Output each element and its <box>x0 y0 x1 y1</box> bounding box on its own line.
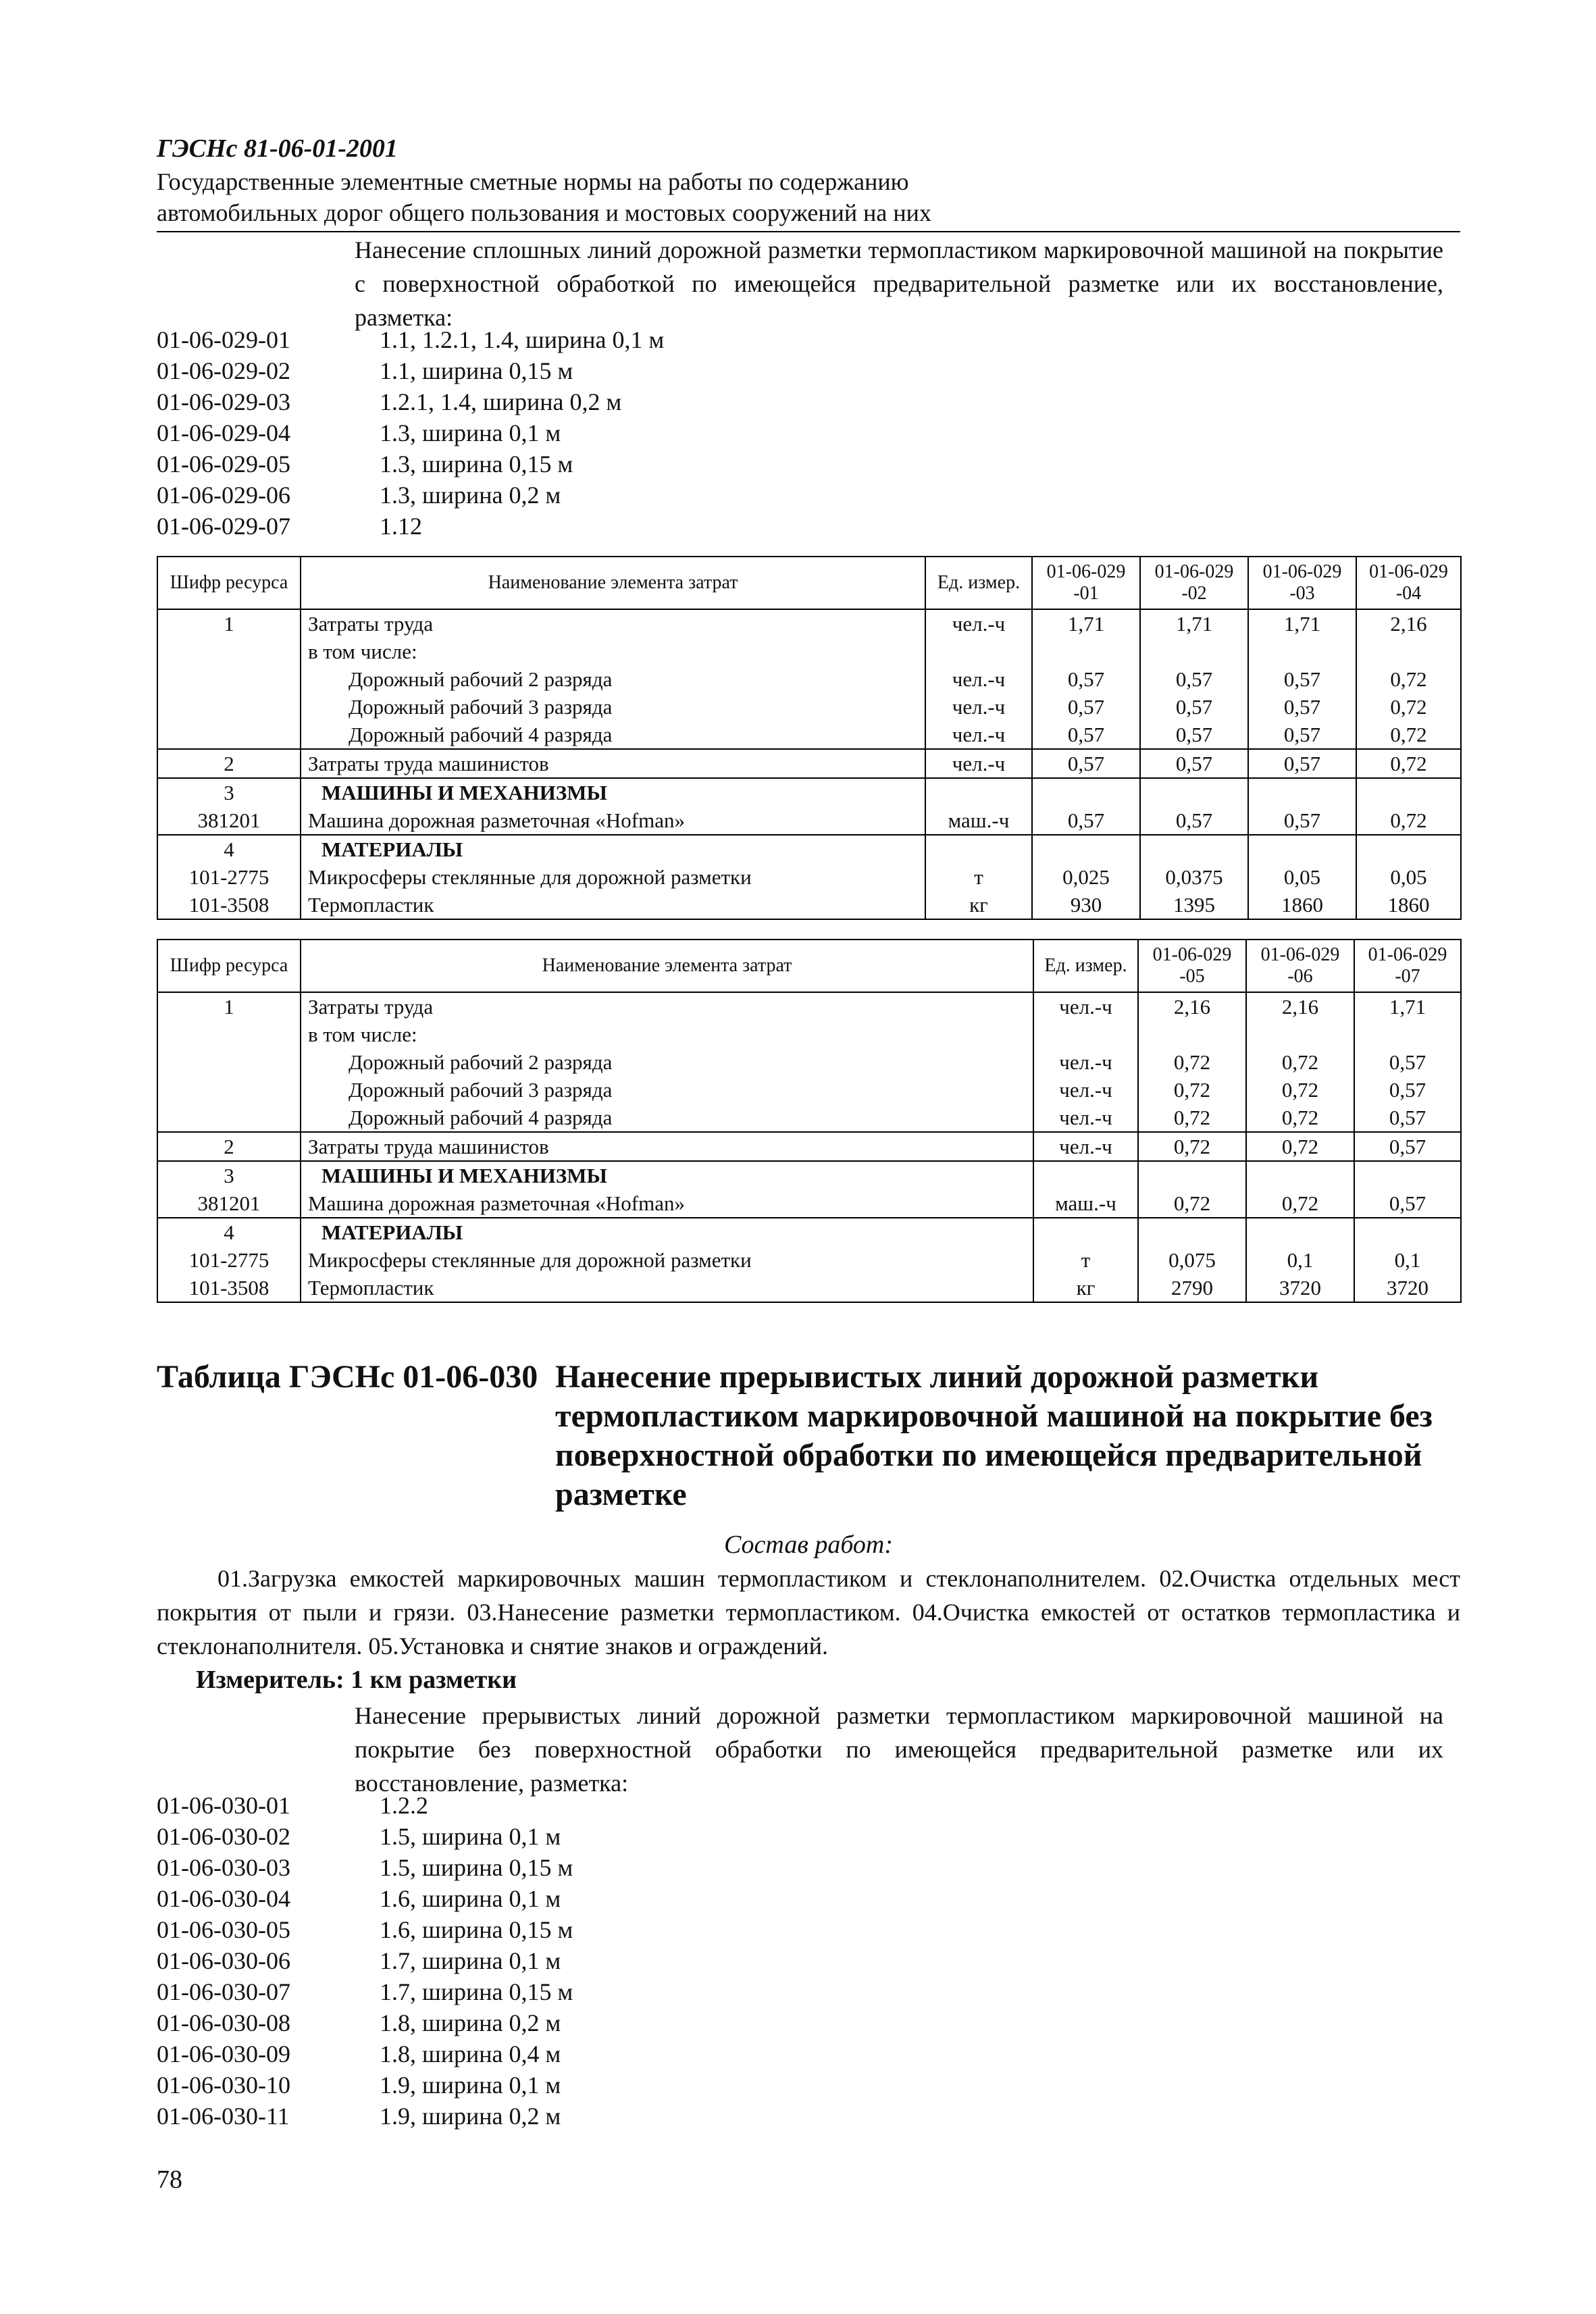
norm-value: 0,05 <box>1248 863 1356 891</box>
unit <box>925 835 1032 863</box>
cost-element-name: Затраты труда машинистов <box>301 749 925 778</box>
norm-value: 0,72 <box>1138 1104 1246 1132</box>
norm-value: 0,57 <box>1140 749 1248 778</box>
table-row <box>157 665 1461 693</box>
cost-element-name: Микросферы стеклянные для дорожной разметки <box>301 863 925 891</box>
norm-code: 01-06-029-05 <box>157 451 290 478</box>
header-unit: Ед. измер. <box>1033 940 1138 992</box>
norm-description: 1.7, ширина 0,15 м <box>380 1978 573 2005</box>
norm-code: 01-06-029-03 <box>157 388 290 415</box>
table-030-title <box>157 1358 1474 1514</box>
norm-code: 01-06-029-04 <box>157 419 290 446</box>
norm-value <box>1032 778 1140 806</box>
norm-value: 0,57 <box>1248 693 1356 721</box>
table-row <box>157 721 1461 749</box>
norm-value: 2,16 <box>1356 609 1461 638</box>
unit <box>925 778 1032 806</box>
cost-element-name: Машина дорожная разметочная «Hofman» <box>301 806 925 835</box>
header-norm-code: 01-06-029-06 <box>1246 940 1354 992</box>
norm-value: 0,57 <box>1354 1189 1461 1218</box>
header-norm-code: 01-06-029-02 <box>1140 557 1248 609</box>
resource-code: 101-3508 <box>157 1274 301 1302</box>
norm-value: 0,57 <box>1032 806 1140 835</box>
cost-element-name: Затраты труда <box>301 992 1033 1021</box>
norm-description: 1.7, ширина 0,1 м <box>380 1947 561 1974</box>
norm-value: 0,1 <box>1354 1246 1461 1274</box>
norm-value <box>1354 1218 1461 1246</box>
header-norm-code: 01-06-029-04 <box>1356 557 1461 609</box>
resource-code: 2 <box>157 749 301 778</box>
norm-code: 01-06-030-08 <box>157 2009 290 2036</box>
norm-value: 2,16 <box>1138 992 1246 1021</box>
resource-code <box>157 1076 301 1104</box>
norm-value: 0,72 <box>1356 665 1461 693</box>
cost-element-name: в том числе: <box>301 638 925 665</box>
norm-value: 0,57 <box>1032 749 1140 778</box>
unit <box>925 638 1032 665</box>
work-composition-text: 01.Загрузка емкостей маркировочных машин термопластиком и стеклонаполнителем. 02.Очистка отдельных мест покрытия от пыли и грязи. 03.Нанесение разметки термопластиком. 04.Очистка емкостей от остатков термопластика и стеклонаполнителя. 05.Установка и снятие знаков и ограждений. <box>157 1565 1460 1660</box>
measure-unit: Измеритель: 1 км разметки <box>196 1666 517 1694</box>
norm-code: 01-06-030-01 <box>157 1792 290 1819</box>
norm-code: 01-06-030-03 <box>157 1854 290 1881</box>
norm-description: 1.9, ширина 0,1 м <box>380 2072 561 2099</box>
header-cost-element: Наименование элемента затрат <box>301 557 925 609</box>
cost-element-name: Затраты труда <box>301 609 925 638</box>
norm-value: 0,57 <box>1248 721 1356 749</box>
resource-code: 4 <box>157 835 301 863</box>
norm-value: 3720 <box>1246 1274 1354 1302</box>
norm-value <box>1354 1021 1461 1048</box>
norm-value: 0,05 <box>1356 863 1461 891</box>
norm-value: 0,57 <box>1032 693 1140 721</box>
norm-value: 1,71 <box>1140 609 1248 638</box>
norm-code: 01-06-030-09 <box>157 2040 290 2067</box>
cost-element-name: Машина дорожная разметочная «Hofman» <box>301 1189 1033 1218</box>
norm-value <box>1138 1021 1246 1048</box>
resource-code <box>157 665 301 693</box>
norm-description: 1.5, ширина 0,1 м <box>380 1823 561 1850</box>
norm-description: 1.1, ширина 0,15 м <box>380 357 573 384</box>
norm-value: 0,72 <box>1246 1132 1354 1161</box>
norm-value: 0,72 <box>1246 1076 1354 1104</box>
norm-value: 0,72 <box>1138 1132 1246 1161</box>
document-code: ГЭСНс 81-06-01-2001 <box>157 134 398 163</box>
norm-value: 0,57 <box>1354 1104 1461 1132</box>
norm-value: 2790 <box>1138 1274 1246 1302</box>
table-row <box>157 806 1461 835</box>
norm-value <box>1140 835 1248 863</box>
table-row <box>157 693 1461 721</box>
norm-description: 1.3, ширина 0,2 м <box>380 482 561 509</box>
resource-code: 1 <box>157 609 301 638</box>
norm-value <box>1032 835 1140 863</box>
table-row <box>157 1274 1461 1302</box>
unit: чел.-ч <box>925 609 1032 638</box>
norms-table-029-01-04 <box>157 556 1462 920</box>
header-cost-element: Наименование элемента затрат <box>301 940 1033 992</box>
resource-code <box>157 1104 301 1132</box>
norm-value: 1,71 <box>1354 992 1461 1021</box>
norm-value <box>1356 778 1461 806</box>
cost-element-name: МАТЕРИАЛЫ <box>301 1218 1033 1246</box>
resource-code: 381201 <box>157 806 301 835</box>
header-divider <box>157 231 1460 232</box>
norm-value: 0,57 <box>1354 1076 1461 1104</box>
header-resource-code: Шифр ресурса <box>157 557 301 609</box>
norm-code: 01-06-029-07 <box>157 513 290 540</box>
norm-value: 0,57 <box>1354 1132 1461 1161</box>
norm-description: 1.3, ширина 0,1 м <box>380 419 561 446</box>
norm-code: 01-06-030-05 <box>157 1916 290 1943</box>
norm-value: 0,57 <box>1248 806 1356 835</box>
norm-value: 0,72 <box>1246 1189 1354 1218</box>
norm-code: 01-06-029-01 <box>157 326 290 353</box>
norm-value <box>1356 835 1461 863</box>
resource-code: 3 <box>157 778 301 806</box>
header-unit: Ед. измер. <box>925 557 1032 609</box>
resource-code: 4 <box>157 1218 301 1246</box>
unit: маш.-ч <box>925 806 1032 835</box>
cost-element-name: МАШИНЫ И МЕХАНИЗМЫ <box>301 778 925 806</box>
unit <box>1033 1161 1138 1189</box>
header-norm-code: 01-06-029-03 <box>1248 557 1356 609</box>
norm-value: 0,1 <box>1246 1246 1354 1274</box>
norm-value: 0,72 <box>1246 1104 1354 1132</box>
norm-description: 1.8, ширина 0,2 м <box>380 2009 561 2036</box>
resource-code: 1 <box>157 992 301 1021</box>
norm-description: 1.2.2 <box>380 1792 428 1819</box>
norm-value: 0,57 <box>1354 1048 1461 1076</box>
norm-description: 1.12 <box>380 513 422 540</box>
cost-element-name: Дорожный рабочий 4 разряда <box>301 1104 1033 1132</box>
unit: чел.-ч <box>1033 1132 1138 1161</box>
norm-value <box>1140 638 1248 665</box>
unit: кг <box>1033 1274 1138 1302</box>
norm-description: 1.6, ширина 0,1 м <box>380 1885 561 1912</box>
cost-element-name: Микросферы стеклянные для дорожной разметки <box>301 1246 1033 1274</box>
norm-value: 0,72 <box>1356 749 1461 778</box>
norm-value: 0,72 <box>1356 806 1461 835</box>
norm-value: 0,72 <box>1138 1076 1246 1104</box>
norm-value <box>1246 1161 1354 1189</box>
norm-description: 1.9, ширина 0,2 м <box>380 2103 561 2130</box>
resource-code <box>157 1021 301 1048</box>
norm-value: 0,57 <box>1140 693 1248 721</box>
resource-code: 101-2775 <box>157 863 301 891</box>
norm-value: 2,16 <box>1246 992 1354 1021</box>
norm-value: 0,72 <box>1138 1048 1246 1076</box>
norm-value <box>1248 638 1356 665</box>
norm-description: 1.6, ширина 0,15 м <box>380 1916 573 1943</box>
header-norm-code: 01-06-029-01 <box>1032 557 1140 609</box>
norm-value <box>1246 1218 1354 1246</box>
norm-code: 01-06-030-10 <box>157 2072 290 2099</box>
unit: кг <box>925 891 1032 919</box>
cost-element-name: МАШИНЫ И МЕХАНИЗМЫ <box>301 1161 1033 1189</box>
resource-code: 101-3508 <box>157 891 301 919</box>
table-row <box>157 891 1461 919</box>
table-row <box>157 749 1461 778</box>
norm-code: 01-06-030-04 <box>157 1885 290 1912</box>
norm-value <box>1354 1161 1461 1189</box>
norm-value: 0,025 <box>1032 863 1140 891</box>
norm-code: 01-06-030-02 <box>157 1823 290 1850</box>
unit: чел.-ч <box>1033 1048 1138 1076</box>
unit: т <box>925 863 1032 891</box>
norm-value: 930 <box>1032 891 1140 919</box>
unit: чел.-ч <box>925 665 1032 693</box>
table-row <box>157 1104 1461 1132</box>
document-title-line-1: Государственные элементные сметные нормы на работы по содержанию <box>157 168 909 195</box>
norms-table-029-05-07 <box>157 939 1462 1303</box>
norm-code: 01-06-030-11 <box>157 2103 290 2130</box>
cost-element-name: Дорожный рабочий 3 разряда <box>301 1076 1033 1104</box>
unit: чел.-ч <box>925 721 1032 749</box>
norm-value: 1,71 <box>1248 609 1356 638</box>
table-row <box>157 1189 1461 1218</box>
norm-value: 1395 <box>1140 891 1248 919</box>
unit: чел.-ч <box>925 749 1032 778</box>
norm-value: 0,72 <box>1246 1048 1354 1076</box>
table-row <box>157 778 1461 806</box>
norm-description: 1.5, ширина 0,15 м <box>380 1854 573 1881</box>
table-row <box>157 1021 1461 1048</box>
norm-code: 01-06-030-07 <box>157 1978 290 2005</box>
norm-code: 01-06-030-06 <box>157 1947 290 1974</box>
norm-value: 1,71 <box>1032 609 1140 638</box>
unit: чел.-ч <box>1033 1076 1138 1104</box>
norm-value: 0,57 <box>1032 665 1140 693</box>
norm-value <box>1032 638 1140 665</box>
table-row <box>157 1076 1461 1104</box>
table-row <box>157 1132 1461 1161</box>
table-row <box>157 609 1461 638</box>
norm-value: 0,72 <box>1356 693 1461 721</box>
norm-description: 1.2.1, 1.4, ширина 0,2 м <box>380 388 622 415</box>
norm-value <box>1356 638 1461 665</box>
table-row <box>157 1048 1461 1076</box>
norm-value: 0,72 <box>1356 721 1461 749</box>
norm-value: 0,72 <box>1138 1189 1246 1218</box>
norm-value: 0,57 <box>1140 806 1248 835</box>
unit: т <box>1033 1246 1138 1274</box>
norm-value: 0,57 <box>1140 721 1248 749</box>
cost-element-name: Затраты труда машинистов <box>301 1132 1033 1161</box>
resource-code: 3 <box>157 1161 301 1189</box>
norm-value <box>1138 1218 1246 1246</box>
norm-value <box>1140 778 1248 806</box>
document-title-line-2: автомобильных дорог общего пользования и мостовых сооружений на них <box>157 199 931 226</box>
table-row <box>157 1246 1461 1274</box>
norm-value <box>1248 835 1356 863</box>
cost-element-name: в том числе: <box>301 1021 1033 1048</box>
norm-description: 1.8, ширина 0,4 м <box>380 2040 561 2067</box>
table-row <box>157 1218 1461 1246</box>
unit <box>1033 1218 1138 1246</box>
work-composition-heading: Состав работ: <box>723 1531 894 1559</box>
norm-value: 1860 <box>1248 891 1356 919</box>
resource-code <box>157 638 301 665</box>
table-030-title-rest: Нанесение прерывистых линий дорожной разметки термопластиком маркировочной машиной на покрытие без поверхностной обработки по имеющейся предварительной разметке <box>555 1359 1433 1512</box>
cost-element-name: Термопластик <box>301 891 925 919</box>
table-row <box>157 638 1461 665</box>
resource-code: 2 <box>157 1132 301 1161</box>
norm-description: 1.1, 1.2.1, 1.4, ширина 0,1 м <box>380 326 665 353</box>
norm-description: 1.3, ширина 0,15 м <box>380 451 573 478</box>
unit: чел.-ч <box>1033 992 1138 1021</box>
header-norm-code: 01-06-029-05 <box>1138 940 1246 992</box>
norm-value: 0,075 <box>1138 1246 1246 1274</box>
norm-value: 0,57 <box>1032 721 1140 749</box>
unit: чел.-ч <box>925 693 1032 721</box>
norm-value: 0,0375 <box>1140 863 1248 891</box>
norm-value: 0,57 <box>1248 665 1356 693</box>
norm-value: 1860 <box>1356 891 1461 919</box>
resource-code <box>157 1048 301 1076</box>
table-row <box>157 863 1461 891</box>
table-row <box>157 992 1461 1021</box>
norm-value: 0,57 <box>1248 749 1356 778</box>
cost-element-name: Термопластик <box>301 1274 1033 1302</box>
section-030-intro: Нанесение прерывистых линий дорожной разметки термопластиком маркировочной машиной на покрытие без поверхностной обработки по имеющейся предварительной разметке или их восстановление, разметка: <box>355 1702 1443 1797</box>
resource-code: 381201 <box>157 1189 301 1218</box>
cost-element-name: МАТЕРИАЛЫ <box>301 835 925 863</box>
norm-value <box>1138 1161 1246 1189</box>
table-row <box>157 835 1461 863</box>
cost-element-name: Дорожный рабочий 2 разряда <box>301 1048 1033 1076</box>
resource-code: 101-2775 <box>157 1246 301 1274</box>
unit <box>1033 1021 1138 1048</box>
unit: маш.-ч <box>1033 1189 1138 1218</box>
cost-element-name: Дорожный рабочий 3 разряда <box>301 693 925 721</box>
resource-code <box>157 721 301 749</box>
unit: чел.-ч <box>1033 1104 1138 1132</box>
cost-element-name: Дорожный рабочий 2 разряда <box>301 665 925 693</box>
resource-code <box>157 693 301 721</box>
header-norm-code: 01-06-029-07 <box>1354 940 1461 992</box>
cost-element-name: Дорожный рабочий 4 разряда <box>301 721 925 749</box>
header-resource-code: Шифр ресурса <box>157 940 301 992</box>
norm-value: 0,57 <box>1140 665 1248 693</box>
page-number: 78 <box>157 2165 182 2194</box>
norm-value <box>1246 1021 1354 1048</box>
table-row <box>157 1161 1461 1189</box>
norm-code: 01-06-029-06 <box>157 482 290 509</box>
table-030-title-lead: Таблица ГЭСНс 01-06-030 <box>157 1359 538 1395</box>
norm-value: 3720 <box>1354 1274 1461 1302</box>
norm-code: 01-06-029-02 <box>157 357 290 384</box>
section-029-intro: Нанесение сплошных линий дорожной разметки термопластиком маркировочной машиной на покрытие с поверхностной обработкой по имеющейся предварительной разметке или их восстановление, разметка: <box>355 236 1443 331</box>
norm-value <box>1248 778 1356 806</box>
